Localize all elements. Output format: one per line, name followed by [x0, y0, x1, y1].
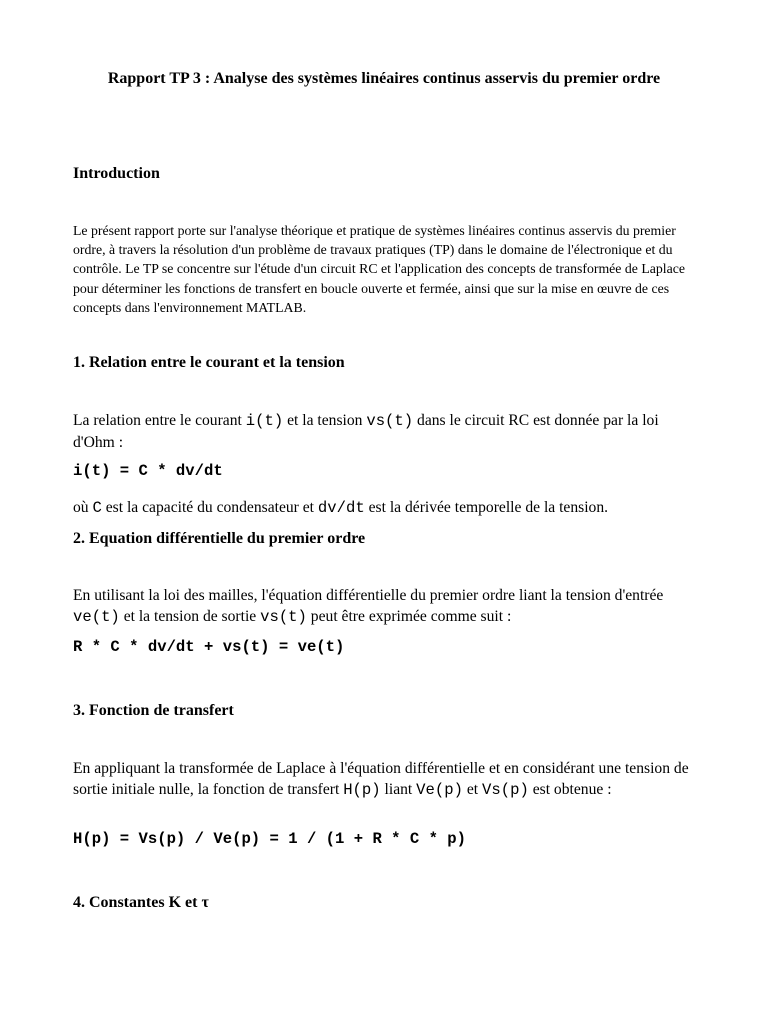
- equation-transfer-function: H(p) = Vs(p) / Ve(p) = 1 / (1 + R * C * p): [73, 830, 467, 848]
- inline-code: C: [92, 499, 102, 517]
- inline-code: Vs(p): [482, 781, 529, 799]
- section-3-paragraph-1: En appliquant la transformée de Laplace à l'équation différentielle et en considérant une tension de sortie initiale nulle, la fonction de transfert H(p) liant Ve(p) et Vs(p) est obtenue :: [73, 760, 689, 799]
- inline-code: vs(t): [260, 608, 307, 626]
- heading-section-2: 2. Equation différentielle du premier ordre: [73, 530, 366, 547]
- equation-ohm: i(t) = C * dv/dt: [73, 462, 223, 480]
- document-title: Rapport TP 3 : Analyse des systèmes linéaires continus asservis du premier ordre: [107, 70, 661, 87]
- heading-section-1: 1. Relation entre le courant et la tension: [73, 354, 345, 371]
- section-1-paragraph-1: La relation entre le courant i(t) et la tension vs(t) dans le circuit RC est donnée par la loi d'Ohm :: [73, 412, 659, 451]
- inline-code: Ve(p): [416, 781, 463, 799]
- section-2-paragraph-1: En utilisant la loi des mailles, l'équation différentielle du premier ordre liant la tension d'entrée ve(t) et la tension de sortie vs(t) peut être exprimée comme suit :: [73, 587, 664, 626]
- equation-differential: R * C * dv/dt + vs(t) = ve(t): [73, 638, 345, 656]
- heading-introduction: Introduction: [73, 165, 160, 182]
- heading-section-4: 4. Constantes K et τ: [73, 894, 209, 911]
- inline-code: vs(t): [366, 412, 414, 430]
- introduction-paragraph: Le présent rapport porte sur l'analyse théorique et pratique de systèmes linéaires continus asservis du premier ordre, à travers la résolution d'un problème de travaux pratiques (TP) dans le domaine de l'électronique et du contrôle. Le TP se concentre sur l'étude d'un circuit RC et l'application des concepts de transformée de Laplace pour déterminer les fonctions de transfert en boucle ouverte et fermée, ainsi que sur la mise en œuvre de ces concepts dans l'environnement MATLAB.: [73, 223, 685, 315]
- inline-code: ve(t): [73, 608, 120, 626]
- section-1-paragraph-2: où C est la capacité du condensateur et dv/dt est la dérivée temporelle de la tension.: [73, 499, 609, 517]
- heading-section-3: 3. Fonction de transfert: [73, 702, 234, 719]
- inline-code: H(p): [343, 781, 381, 799]
- inline-code: dv/dt: [317, 499, 365, 517]
- inline-code: i(t): [245, 412, 284, 430]
